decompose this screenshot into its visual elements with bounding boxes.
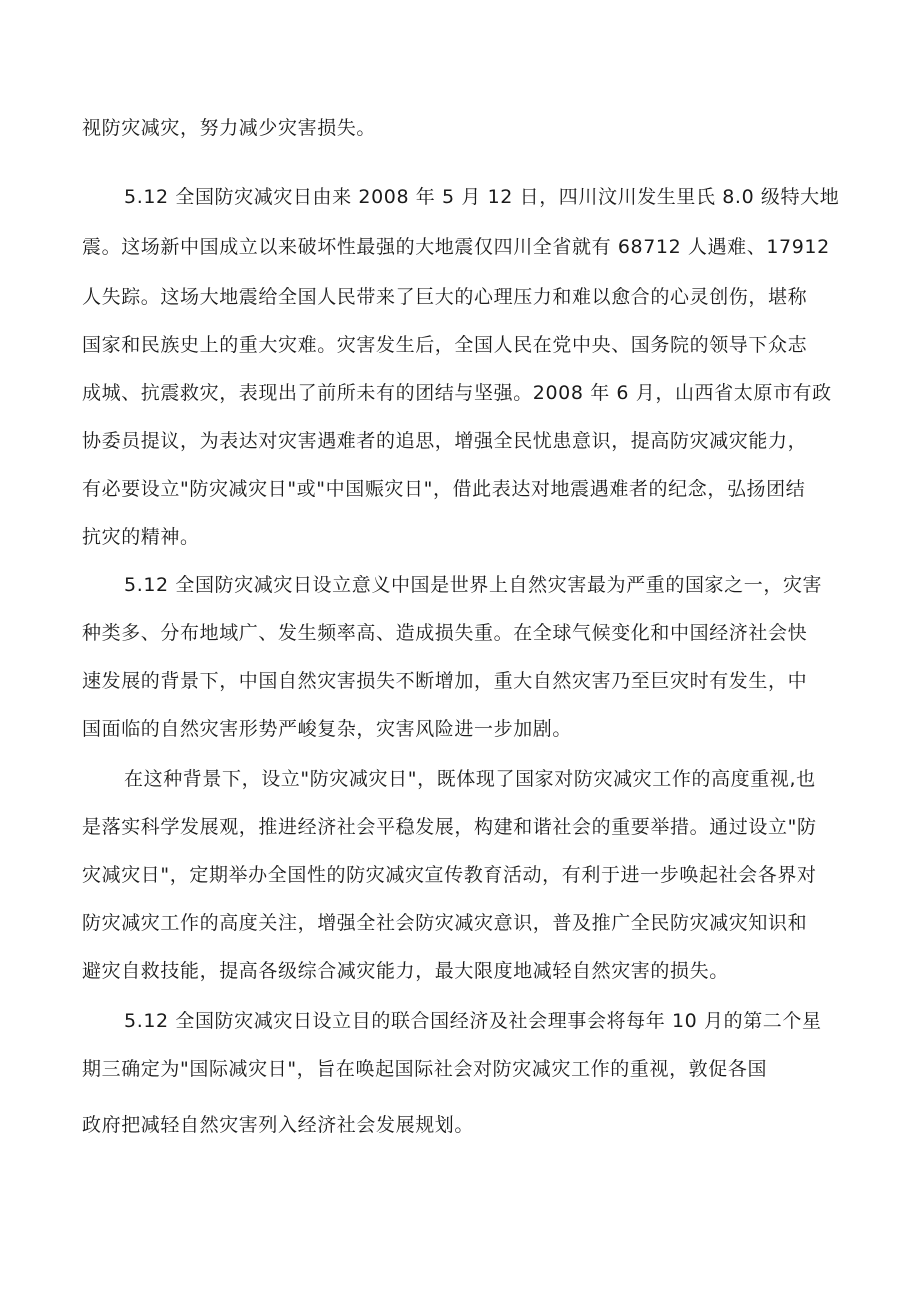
text-line: 灾减灾日"，定期举办全国性的防灾减灾宣传教育活动，有利于进一步唤起社会各界对	[82, 864, 817, 886]
text-line: 成城、抗震救灾，表现出了前所未有的团结与坚强。2008 年 6 月，山西省太原市有政	[82, 382, 832, 404]
text-line: 在这种背景下，设立"防灾减灾日"，既体现了国家对防灾减灾工作的高度重视,也	[124, 768, 816, 790]
text-line: 防灾减灾工作的高度关注，增强全社会防灾减灾意识，普及推广全民防灾减灾知识和	[82, 912, 808, 934]
text-line: 5.12 全国防灾减灾日设立意义中国是世界上自然灾害最为严重的国家之一，灾害	[124, 574, 823, 596]
text-line: 协委员提议，为表达对灾害遇难者的追思，增强全民忧患意识，提高防灾减灾能力，	[82, 430, 808, 452]
text-line: 种类多、分布地域广、发生频率高、造成损失重。在全球气候变化和中国经济社会快	[82, 622, 808, 644]
text-line: 抗灾的精神。	[82, 526, 200, 548]
text-line: 国家和民族史上的重大灾难。灾害发生后，全国人民在党中央、国务院的领导下众志	[82, 334, 808, 356]
text-line: 是落实科学发展观，推进经济社会平稳发展，构建和谐社会的重要举措。通过设立"防	[82, 816, 817, 838]
text-line: 5.12 全国防灾减灾日设立目的联合国经济及社会理事会将每年 10 月的第二个星	[124, 1010, 822, 1032]
text-line: 有必要设立"防灾减灾日"或"中国赈灾日"，借此表达对地震遇难者的纪念，弘扬团结	[82, 478, 806, 500]
text-line: 期三确定为"国际减灾日"，旨在唤起国际社会对防灾减灾工作的重视，敦促各国	[82, 1058, 768, 1080]
text-line: 5.12 全国防灾减灾日由来 2008 年 5 月 12 日，四川汶川发生里氏 8.0 级特大地	[124, 186, 840, 208]
text-line: 人失踪。这场大地震给全国人民带来了巨大的心理压力和难以愈合的心灵创伤，堪称	[82, 286, 808, 308]
text-line: 政府把减轻自然灾害列入经济社会发展规划。	[82, 1114, 475, 1136]
text-line: 视防灾减灾，努力减少灾害损失。	[82, 117, 377, 139]
text-line: 避灾自救技能，提高各级综合减灾能力，最大限度地减轻自然灾害的损失。	[82, 960, 729, 982]
text-line: 速发展的背景下，中国自然灾害损失不断增加，重大自然灾害乃至巨灾时有发生，中	[82, 670, 808, 692]
text-line: 震。这场新中国成立以来破坏性最强的大地震仅四川全省就有 68712 人遇难、17912	[82, 236, 830, 258]
text-line: 国面临的自然灾害形势严峻复杂，灾害风险进一步加剧。	[82, 718, 573, 740]
